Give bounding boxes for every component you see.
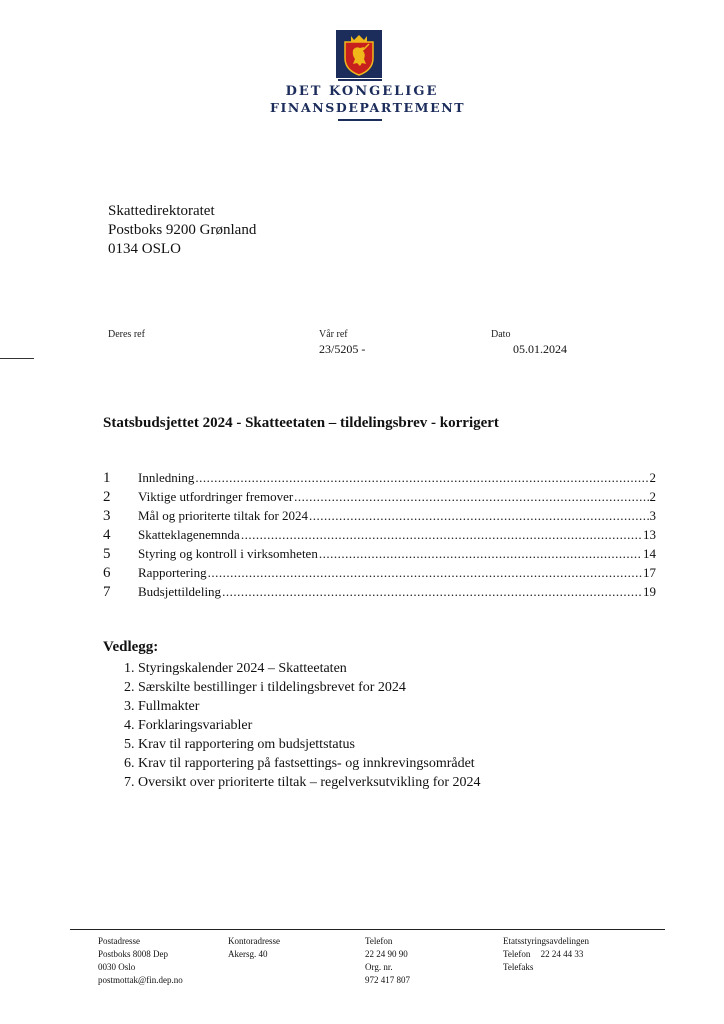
recipient-name: Skattedirektoratet [108, 203, 215, 219]
toc-number: 2 [103, 489, 111, 505]
footer-avdeling-telefon-value: 22 24 44 33 [540, 949, 584, 959]
attachment-number: 2. [124, 680, 135, 695]
toc-leader [208, 565, 642, 581]
toc-row[interactable] [103, 470, 656, 489]
attachment-text: Forklaringsvariabler [138, 718, 253, 733]
fold-mark [0, 358, 34, 359]
attachment-item [124, 659, 481, 678]
footer-avdeling-label: Etatsstyringsavdelingen [503, 936, 589, 946]
toc-number: 6 [103, 565, 111, 581]
attachment-item [124, 754, 481, 773]
coat-of-arms-icon [336, 30, 382, 78]
toc-leader [309, 508, 648, 524]
toc-title[interactable]: Viktige utfordringer fremover [138, 489, 294, 504]
toc-number: 1 [103, 470, 111, 486]
footer-orgnr-label: Org. nr. [365, 962, 393, 972]
logo-text-line2: FINANSDEPARTEMENT [270, 100, 466, 115]
attachment-text: Oversikt over prioriterte tiltak – regelverksutvikling for 2024 [138, 775, 481, 790]
attachment-text: Særskilte bestillinger i tildelingsbrevet for 2024 [138, 680, 406, 695]
toc-row[interactable] [103, 584, 656, 603]
attachment-number: 6. [124, 756, 135, 771]
footer-kontoradresse-line1: Akersg. 40 [228, 949, 268, 959]
attachment-number: 4. [124, 718, 135, 733]
toc-page: 2 [649, 489, 656, 504]
attachment-item [124, 716, 481, 735]
toc-title[interactable]: Rapportering [138, 565, 207, 580]
document-title: Statsbudsjettet 2024 - Skatteetaten – tildelingsbrev - korrigert [103, 415, 499, 431]
toc-title[interactable]: Skatteklagenemnda [138, 527, 240, 542]
footer-avdeling-telefaks-label: Telefaks [503, 962, 534, 972]
toc-leader [241, 527, 642, 543]
toc-row[interactable] [103, 565, 656, 584]
recipient-postal: 0134 OSLO [108, 241, 181, 257]
footer-telefon-number: 22 24 90 90 [365, 949, 408, 959]
footer-avdeling-telefon-label: Telefon [503, 949, 531, 959]
footer-postadresse [98, 935, 183, 987]
var-ref-value: 23/5205 - [319, 342, 366, 356]
footer-postadresse-line1: Postboks 8008 Dep [98, 949, 169, 959]
attachment-item [124, 697, 481, 716]
logo-text-line1: DET KONGELIGE [285, 84, 439, 99]
toc-leader [195, 470, 648, 486]
toc-page: 19 [643, 584, 656, 599]
footer-telefon-label: Telefon [365, 936, 393, 946]
toc-page: 14 [643, 546, 656, 561]
attachment-text: Krav til rapportering på fastsettings- og innkrevingsområdet [138, 756, 475, 771]
attachment-item [124, 678, 481, 697]
attachments-list [124, 659, 481, 792]
deres-ref-label: Deres ref [108, 329, 145, 340]
footer-postadresse-email: postmottak@fin.dep.no [98, 975, 183, 985]
toc-row[interactable] [103, 527, 656, 546]
attachment-text: Styringskalender 2024 – Skatteetaten [138, 661, 347, 676]
footer-avdeling [503, 935, 589, 974]
toc-title[interactable]: Innledning [138, 470, 195, 485]
attachment-number: 1. [124, 661, 135, 676]
toc-row[interactable] [103, 508, 656, 527]
dato-value: 05.01.2024 [513, 342, 567, 356]
toc-page: 2 [649, 470, 656, 485]
recipient-street: Postboks 9200 Grønland [108, 222, 257, 238]
var-ref-label: Vår ref [319, 329, 348, 340]
toc-number: 7 [103, 584, 111, 600]
footer-kontoradresse [228, 935, 280, 961]
toc-row[interactable] [103, 489, 656, 508]
attachment-number: 5. [124, 737, 135, 752]
footer-postadresse-line2: 0030 Oslo [98, 962, 136, 972]
attachment-number: 7. [124, 775, 135, 790]
footer-postadresse-label: Postadresse [98, 936, 140, 946]
toc-title[interactable]: Styring og kontroll i virksomheten [138, 546, 318, 561]
attachment-text: Krav til rapportering om budsjettstatus [138, 737, 355, 752]
toc-page: 13 [643, 527, 656, 542]
toc-page: 3 [649, 508, 656, 523]
toc-leader [222, 584, 642, 600]
footer-kontoradresse-label: Kontoradresse [228, 936, 280, 946]
toc-page: 17 [643, 565, 656, 580]
attachment-item [124, 773, 481, 792]
toc-number: 5 [103, 546, 111, 562]
footer-orgnr-value: 972 417 807 [365, 975, 410, 985]
toc-leader [294, 489, 648, 505]
table-of-contents [103, 470, 656, 603]
dato-label: Dato [491, 329, 511, 340]
attachment-number: 3. [124, 699, 135, 714]
toc-number: 4 [103, 527, 111, 543]
toc-leader [319, 546, 642, 562]
ministry-logo [270, 28, 466, 128]
toc-row[interactable] [103, 546, 656, 565]
attachment-item [124, 735, 481, 754]
toc-number: 3 [103, 508, 111, 524]
toc-title[interactable]: Mål og prioriterte tiltak for 2024 [138, 508, 309, 523]
footer-telefon [365, 935, 410, 987]
attachments-heading: Vedlegg: [103, 639, 159, 655]
attachment-text: Fullmakter [138, 699, 200, 714]
toc-title[interactable]: Budsjettildeling [138, 584, 222, 599]
footer-divider [70, 929, 665, 930]
